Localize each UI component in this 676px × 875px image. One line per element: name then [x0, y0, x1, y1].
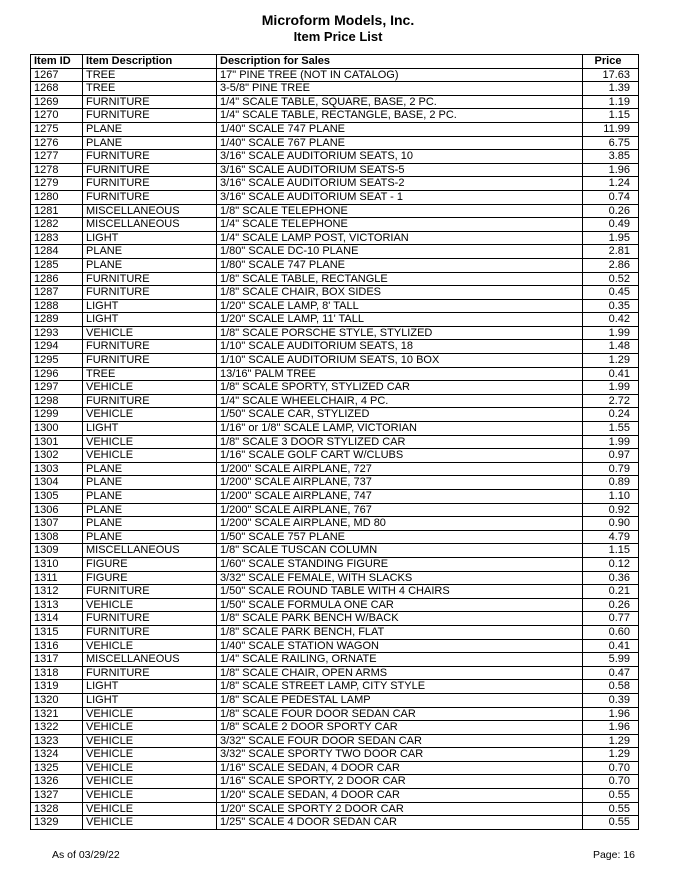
cell-item-id: 1313: [31, 598, 83, 612]
price-list-table: [30, 54, 639, 830]
table-row: [31, 802, 639, 816]
cell-sales-description: 1/80" SCALE 747 PLANE: [217, 258, 583, 272]
cell-price: 1.29: [583, 748, 639, 762]
cell-item-description: FURNITURE: [83, 177, 217, 191]
column-header-sales-description: Description for Sales: [217, 55, 583, 69]
cell-sales-description: 1/4" SCALE TABLE, RECTANGLE, BASE, 2 PC.: [217, 109, 583, 123]
cell-item-description: LIGHT: [83, 693, 217, 707]
cell-item-id: 1309: [31, 544, 83, 558]
table-row: [31, 666, 639, 680]
cell-item-description: PLANE: [83, 503, 217, 517]
cell-item-id: 1303: [31, 462, 83, 476]
table-row: [31, 544, 639, 558]
cell-sales-description: 3/16" SCALE AUDITORIUM SEATS-5: [217, 163, 583, 177]
cell-price: 0.35: [583, 299, 639, 313]
cell-sales-description: 13/16" PALM TREE: [217, 367, 583, 381]
table-row: [31, 816, 639, 830]
cell-item-id: 1269: [31, 95, 83, 109]
cell-item-id: 1300: [31, 422, 83, 436]
cell-sales-description: 1/10" SCALE AUDITORIUM SEATS, 18: [217, 340, 583, 354]
cell-item-id: 1321: [31, 707, 83, 721]
cell-price: 0.92: [583, 503, 639, 517]
cell-item-description: LIGHT: [83, 231, 217, 245]
cell-item-id: 1329: [31, 816, 83, 830]
cell-item-id: 1318: [31, 666, 83, 680]
cell-sales-description: 1/200" SCALE AIRPLANE, 767: [217, 503, 583, 517]
cell-price: 1.96: [583, 721, 639, 735]
cell-sales-description: 3/32" SCALE FOUR DOOR SEDAN CAR: [217, 734, 583, 748]
cell-sales-description: 3/32" SCALE SPORTY TWO DOOR CAR: [217, 748, 583, 762]
cell-item-description: FURNITURE: [83, 394, 217, 408]
cell-item-id: 1293: [31, 326, 83, 340]
cell-price: 0.41: [583, 639, 639, 653]
cell-sales-description: 1/50" SCALE ROUND TABLE WITH 4 CHAIRS: [217, 585, 583, 599]
cell-sales-description: 1/8" SCALE TUSCAN COLUMN: [217, 544, 583, 558]
cell-item-id: 1316: [31, 639, 83, 653]
cell-item-description: VEHICLE: [83, 639, 217, 653]
cell-price: 0.97: [583, 449, 639, 463]
cell-price: 0.42: [583, 313, 639, 327]
cell-sales-description: 1/8" SCALE TELEPHONE: [217, 204, 583, 218]
cell-item-description: TREE: [83, 367, 217, 381]
cell-item-description: MISCELLANEOUS: [83, 544, 217, 558]
cell-price: 0.70: [583, 761, 639, 775]
cell-item-description: FIGURE: [83, 571, 217, 585]
cell-item-description: PLANE: [83, 530, 217, 544]
cell-item-description: VEHICLE: [83, 326, 217, 340]
cell-item-id: 1295: [31, 354, 83, 368]
cell-item-id: 1326: [31, 775, 83, 789]
cell-item-description: LIGHT: [83, 313, 217, 327]
cell-item-id: 1308: [31, 530, 83, 544]
document-title: Item Price List: [293, 29, 383, 44]
cell-item-id: 1279: [31, 177, 83, 191]
cell-item-id: 1319: [31, 680, 83, 694]
cell-item-id: 1276: [31, 136, 83, 150]
cell-item-description: PLANE: [83, 245, 217, 259]
cell-sales-description: 1/16" SCALE GOLF CART W/CLUBS: [217, 449, 583, 463]
cell-sales-description: 1/40" SCALE STATION WAGON: [217, 639, 583, 653]
cell-price: 0.36: [583, 571, 639, 585]
cell-sales-description: 1/20" SCALE LAMP, 8' TALL: [217, 299, 583, 313]
cell-item-id: 1297: [31, 381, 83, 395]
table-row: [31, 82, 639, 96]
table-row: [31, 503, 639, 517]
cell-item-description: FURNITURE: [83, 109, 217, 123]
cell-price: 1.15: [583, 109, 639, 123]
table-row: [31, 326, 639, 340]
cell-item-description: PLANE: [83, 462, 217, 476]
cell-item-description: VEHICLE: [83, 598, 217, 612]
cell-item-id: 1317: [31, 653, 83, 667]
cell-sales-description: 1/80" SCALE DC-10 PLANE: [217, 245, 583, 259]
cell-price: 5.99: [583, 653, 639, 667]
cell-sales-description: 1/8" SCALE TABLE, RECTANGLE: [217, 272, 583, 286]
cell-sales-description: 17" PINE TREE (NOT IN CATALOG): [217, 68, 583, 82]
cell-price: 17.63: [583, 68, 639, 82]
cell-price: 1.19: [583, 95, 639, 109]
cell-price: 11.99: [583, 122, 639, 136]
cell-price: 6.75: [583, 136, 639, 150]
cell-item-description: MISCELLANEOUS: [83, 204, 217, 218]
cell-item-description: FURNITURE: [83, 612, 217, 626]
cell-item-description: TREE: [83, 68, 217, 82]
table-row: [31, 367, 639, 381]
cell-sales-description: 1/200" SCALE AIRPLANE, 727: [217, 462, 583, 476]
table-row: [31, 789, 639, 803]
table-row: [31, 680, 639, 694]
table-row: [31, 381, 639, 395]
table-row: [31, 693, 639, 707]
cell-price: 0.55: [583, 802, 639, 816]
cell-price: 0.60: [583, 625, 639, 639]
cell-price: 2.81: [583, 245, 639, 259]
cell-item-description: FURNITURE: [83, 625, 217, 639]
table-row: [31, 571, 639, 585]
table-row: [31, 517, 639, 531]
table-row: [31, 313, 639, 327]
cell-item-id: 1270: [31, 109, 83, 123]
cell-sales-description: 1/8" SCALE PARK BENCH, FLAT: [217, 625, 583, 639]
table-row: [31, 462, 639, 476]
cell-item-description: PLANE: [83, 122, 217, 136]
cell-item-description: VEHICLE: [83, 721, 217, 735]
cell-sales-description: 1/8" SCALE STREET LAMP, CITY STYLE: [217, 680, 583, 694]
table-row: [31, 598, 639, 612]
cell-item-description: PLANE: [83, 476, 217, 490]
cell-price: 1.99: [583, 435, 639, 449]
cell-item-description: PLANE: [83, 136, 217, 150]
cell-price: 4.79: [583, 530, 639, 544]
table-row: [31, 95, 639, 109]
table-row: [31, 190, 639, 204]
cell-price: 1.15: [583, 544, 639, 558]
table-row: [31, 354, 639, 368]
cell-sales-description: 1/4" SCALE LAMP POST, VICTORIAN: [217, 231, 583, 245]
cell-sales-description: 1/200" SCALE AIRPLANE, 747: [217, 490, 583, 504]
table-row: [31, 449, 639, 463]
cell-sales-description: 1/8" SCALE PORSCHE STYLE, STYLIZED: [217, 326, 583, 340]
cell-price: 1.99: [583, 381, 639, 395]
cell-item-description: VEHICLE: [83, 435, 217, 449]
cell-item-id: 1286: [31, 272, 83, 286]
table-row: [31, 299, 639, 313]
cell-item-description: VEHICLE: [83, 381, 217, 395]
table-row: [31, 122, 639, 136]
cell-item-id: 1328: [31, 802, 83, 816]
cell-item-description: FURNITURE: [83, 150, 217, 164]
cell-item-id: 1288: [31, 299, 83, 313]
cell-sales-description: 1/50" SCALE 757 PLANE: [217, 530, 583, 544]
cell-price: 0.79: [583, 462, 639, 476]
cell-item-description: FURNITURE: [83, 163, 217, 177]
cell-price: 0.45: [583, 286, 639, 300]
table-body: [31, 68, 639, 829]
table-row: [31, 653, 639, 667]
cell-item-id: 1277: [31, 150, 83, 164]
cell-item-id: 1320: [31, 693, 83, 707]
table-row: [31, 585, 639, 599]
cell-item-description: FURNITURE: [83, 272, 217, 286]
cell-sales-description: 1/16" SCALE SEDAN, 4 DOOR CAR: [217, 761, 583, 775]
cell-item-id: 1307: [31, 517, 83, 531]
cell-sales-description: 3/16" SCALE AUDITORIUM SEAT - 1: [217, 190, 583, 204]
cell-sales-description: 1/8" SCALE CHAIR, BOX SIDES: [217, 286, 583, 300]
cell-item-description: VEHICLE: [83, 816, 217, 830]
cell-item-description: PLANE: [83, 517, 217, 531]
table-row: [31, 204, 639, 218]
cell-item-id: 1323: [31, 734, 83, 748]
cell-item-id: 1306: [31, 503, 83, 517]
cell-item-description: FURNITURE: [83, 340, 217, 354]
cell-item-description: VEHICLE: [83, 449, 217, 463]
cell-item-description: VEHICLE: [83, 761, 217, 775]
cell-sales-description: 1/4" SCALE RAILING, ORNATE: [217, 653, 583, 667]
cell-item-description: FURNITURE: [83, 666, 217, 680]
cell-sales-description: 1/200" SCALE AIRPLANE, 737: [217, 476, 583, 490]
table-row: [31, 422, 639, 436]
table-row: [31, 612, 639, 626]
cell-sales-description: 1/8" SCALE 2 DOOR SPORTY CAR: [217, 721, 583, 735]
cell-sales-description: 1/8" SCALE 3 DOOR STYLIZED CAR: [217, 435, 583, 449]
cell-sales-description: 1/25" SCALE 4 DOOR SEDAN CAR: [217, 816, 583, 830]
cell-item-description: TREE: [83, 82, 217, 96]
cell-item-id: 1284: [31, 245, 83, 259]
cell-item-id: 1314: [31, 612, 83, 626]
cell-sales-description: 1/40" SCALE 747 PLANE: [217, 122, 583, 136]
cell-item-id: 1281: [31, 204, 83, 218]
cell-item-id: 1301: [31, 435, 83, 449]
table-row: [31, 734, 639, 748]
cell-price: 0.26: [583, 598, 639, 612]
cell-item-description: VEHICLE: [83, 802, 217, 816]
table-row: [31, 625, 639, 639]
cell-price: 0.24: [583, 408, 639, 422]
cell-sales-description: 3/16" SCALE AUDITORIUM SEATS-2: [217, 177, 583, 191]
cell-item-id: 1280: [31, 190, 83, 204]
cell-item-id: 1278: [31, 163, 83, 177]
table-row: [31, 557, 639, 571]
cell-sales-description: 1/200" SCALE AIRPLANE, MD 80: [217, 517, 583, 531]
cell-item-description: VEHICLE: [83, 789, 217, 803]
cell-item-id: 1268: [31, 82, 83, 96]
table-row: [31, 150, 639, 164]
cell-item-description: FURNITURE: [83, 585, 217, 599]
cell-price: 0.58: [583, 680, 639, 694]
cell-sales-description: 1/40" SCALE 767 PLANE: [217, 136, 583, 150]
table-row: [31, 109, 639, 123]
table-row: [31, 530, 639, 544]
cell-sales-description: 3/32" SCALE FEMALE, WITH SLACKS: [217, 571, 583, 585]
cell-item-description: FIGURE: [83, 557, 217, 571]
cell-item-id: 1325: [31, 761, 83, 775]
table-row: [31, 177, 639, 191]
table-row: [31, 721, 639, 735]
cell-price: 1.29: [583, 734, 639, 748]
cell-sales-description: 3/16" SCALE AUDITORIUM SEATS, 10: [217, 150, 583, 164]
cell-price: 2.86: [583, 258, 639, 272]
table-row: [31, 748, 639, 762]
cell-item-id: 1305: [31, 490, 83, 504]
cell-price: 1.95: [583, 231, 639, 245]
cell-price: 1.29: [583, 354, 639, 368]
table-row: [31, 272, 639, 286]
cell-item-description: VEHICLE: [83, 775, 217, 789]
cell-price: 0.49: [583, 218, 639, 232]
cell-sales-description: 1/20" SCALE SPORTY 2 DOOR CAR: [217, 802, 583, 816]
cell-item-description: PLANE: [83, 258, 217, 272]
table-row: [31, 707, 639, 721]
cell-item-description: FURNITURE: [83, 95, 217, 109]
cell-price: 1.10: [583, 490, 639, 504]
table-row: [31, 258, 639, 272]
cell-item-id: 1311: [31, 571, 83, 585]
cell-item-id: 1298: [31, 394, 83, 408]
table-row: [31, 245, 639, 259]
cell-sales-description: 1/16" or 1/8" SCALE LAMP, VICTORIAN: [217, 422, 583, 436]
cell-item-description: LIGHT: [83, 299, 217, 313]
cell-sales-description: 1/8" SCALE PARK BENCH W/BACK: [217, 612, 583, 626]
table-row: [31, 476, 639, 490]
table-row: [31, 286, 639, 300]
cell-price: 0.47: [583, 666, 639, 680]
cell-sales-description: 1/8" SCALE CHAIR, OPEN ARMS: [217, 666, 583, 680]
table-row: [31, 775, 639, 789]
cell-sales-description: 1/20" SCALE SEDAN, 4 DOOR CAR: [217, 789, 583, 803]
cell-item-description: LIGHT: [83, 422, 217, 436]
cell-item-id: 1282: [31, 218, 83, 232]
cell-price: 1.48: [583, 340, 639, 354]
header-row: [31, 55, 639, 69]
cell-item-id: 1299: [31, 408, 83, 422]
cell-price: 1.39: [583, 82, 639, 96]
cell-price: 0.90: [583, 517, 639, 531]
table-row: [31, 408, 639, 422]
cell-price: 0.12: [583, 557, 639, 571]
cell-sales-description: 1/16" SCALE SPORTY, 2 DOOR CAR: [217, 775, 583, 789]
cell-price: 0.21: [583, 585, 639, 599]
cell-item-description: PLANE: [83, 490, 217, 504]
cell-price: 1.99: [583, 326, 639, 340]
cell-item-id: 1296: [31, 367, 83, 381]
page-number: Page: 16: [592, 849, 635, 861]
table-row: [31, 394, 639, 408]
cell-item-id: 1275: [31, 122, 83, 136]
table-header: [31, 55, 639, 69]
cell-item-description: FURNITURE: [83, 286, 217, 300]
cell-item-description: VEHICLE: [83, 408, 217, 422]
cell-item-id: 1287: [31, 286, 83, 300]
cell-item-id: 1322: [31, 721, 83, 735]
cell-sales-description: 1/60" SCALE STANDING FIGURE: [217, 557, 583, 571]
cell-price: 1.96: [583, 707, 639, 721]
cell-item-id: 1324: [31, 748, 83, 762]
cell-sales-description: 1/8" SCALE SPORTY, STYLIZED CAR: [217, 381, 583, 395]
table-row: [31, 340, 639, 354]
cell-price: 0.74: [583, 190, 639, 204]
table-row: [31, 68, 639, 82]
cell-item-description: MISCELLANEOUS: [83, 218, 217, 232]
cell-price: 0.70: [583, 775, 639, 789]
table-row: [31, 639, 639, 653]
cell-item-id: 1312: [31, 585, 83, 599]
table-row: [31, 136, 639, 150]
cell-price: 0.26: [583, 204, 639, 218]
cell-price: 0.55: [583, 816, 639, 830]
cell-item-id: 1315: [31, 625, 83, 639]
company-name: Microform Models, Inc.: [261, 12, 415, 28]
cell-price: 0.77: [583, 612, 639, 626]
cell-sales-description: 3-5/8" PINE TREE: [217, 82, 583, 96]
table-row: [31, 435, 639, 449]
cell-item-id: 1285: [31, 258, 83, 272]
cell-item-id: 1283: [31, 231, 83, 245]
cell-item-description: VEHICLE: [83, 734, 217, 748]
cell-item-description: MISCELLANEOUS: [83, 653, 217, 667]
cell-sales-description: 1/50" SCALE CAR, STYLIZED: [217, 408, 583, 422]
cell-sales-description: 1/50" SCALE FORMULA ONE CAR: [217, 598, 583, 612]
cell-sales-description: 1/8" SCALE PEDESTAL LAMP: [217, 693, 583, 707]
table-row: [31, 218, 639, 232]
table-row: [31, 761, 639, 775]
cell-item-description: VEHICLE: [83, 748, 217, 762]
cell-item-description: LIGHT: [83, 680, 217, 694]
cell-item-id: 1327: [31, 789, 83, 803]
cell-item-description: FURNITURE: [83, 354, 217, 368]
cell-sales-description: 1/4" SCALE WHEELCHAIR, 4 PC.: [217, 394, 583, 408]
table-row: [31, 490, 639, 504]
cell-sales-description: 1/4" SCALE TABLE, SQUARE, BASE, 2 PC.: [217, 95, 583, 109]
cell-item-id: 1302: [31, 449, 83, 463]
cell-price: 0.41: [583, 367, 639, 381]
table-row: [31, 163, 639, 177]
cell-item-id: 1289: [31, 313, 83, 327]
cell-item-id: 1267: [31, 68, 83, 82]
cell-sales-description: 1/20" SCALE LAMP, 11' TALL: [217, 313, 583, 327]
table-row: [31, 231, 639, 245]
cell-item-id: 1310: [31, 557, 83, 571]
cell-price: 3.85: [583, 150, 639, 164]
cell-price: 0.89: [583, 476, 639, 490]
cell-item-description: FURNITURE: [83, 190, 217, 204]
cell-item-description: VEHICLE: [83, 707, 217, 721]
cell-price: 0.39: [583, 693, 639, 707]
cell-price: 2.72: [583, 394, 639, 408]
column-header-price: Price: [583, 55, 639, 69]
cell-item-id: 1304: [31, 476, 83, 490]
cell-price: 1.96: [583, 163, 639, 177]
cell-price: 0.52: [583, 272, 639, 286]
cell-price: 1.24: [583, 177, 639, 191]
cell-price: 1.55: [583, 422, 639, 436]
column-header-item-description: Item Description: [83, 55, 217, 69]
cell-sales-description: 1/8" SCALE FOUR DOOR SEDAN CAR: [217, 707, 583, 721]
cell-sales-description: 1/4" SCALE TELEPHONE: [217, 218, 583, 232]
cell-item-id: 1294: [31, 340, 83, 354]
cell-sales-description: 1/10" SCALE AUDITORIUM SEATS, 10 BOX: [217, 354, 583, 368]
as-of-date: As of 03/29/22: [52, 849, 120, 861]
cell-price: 0.55: [583, 789, 639, 803]
column-header-item-id: Item ID: [31, 55, 83, 69]
